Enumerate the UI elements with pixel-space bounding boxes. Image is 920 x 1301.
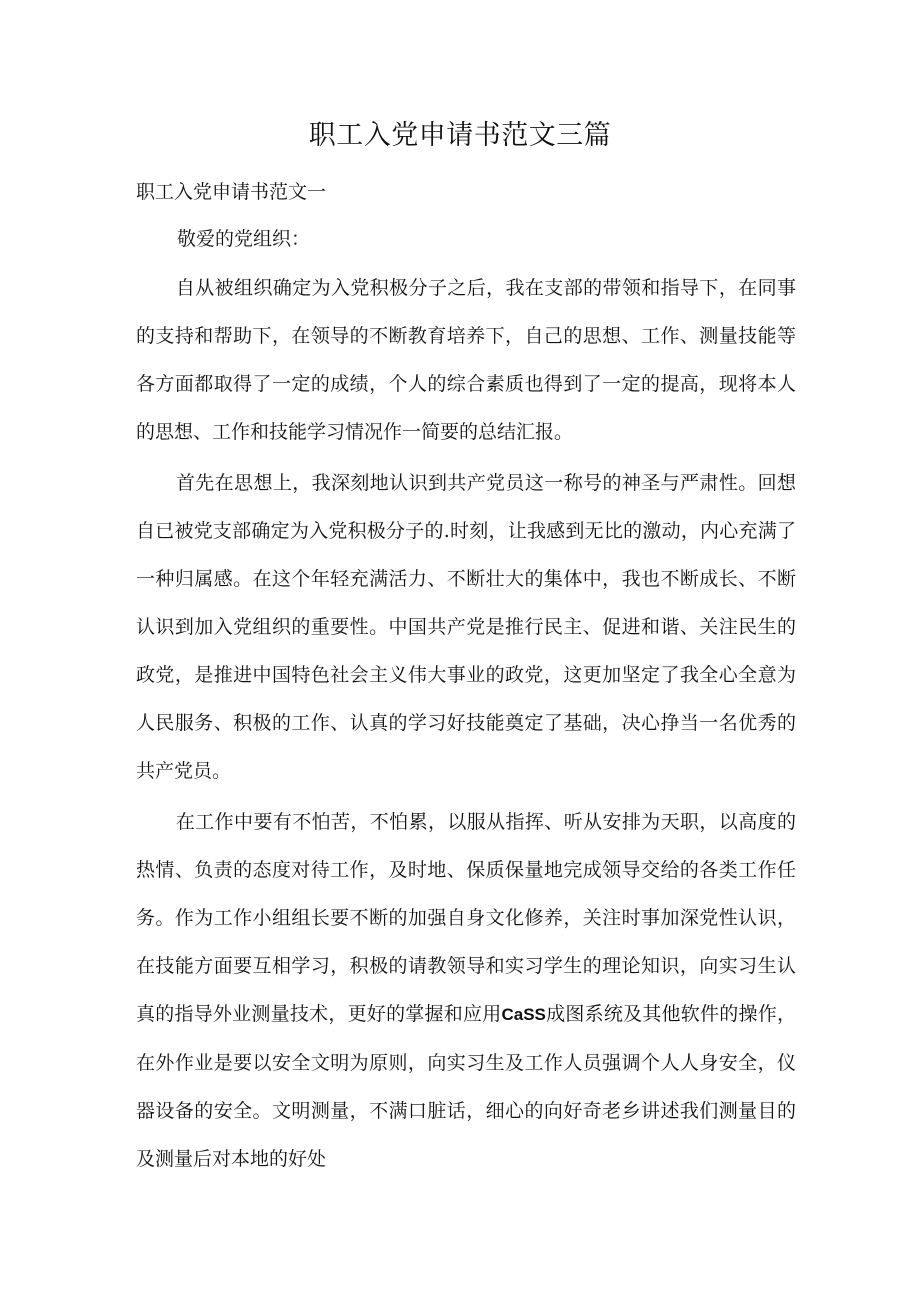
body-text [136, 264, 796, 1183]
paragraph-3-text-a: 在工作中要有不怕苦，不怕累，以服从指挥、听从安排为天职，以高度的热情、负责的态度对待工作，及时地、保质保量地完成领导交给的各类工作任务。作为工作小组组长要不断的加强自身文化修养，关注时事加深党性认识，在技能方面要互相学习，积极的请教领导和实习学生的理论知识，向实习生认真的指导外业测量技术，更好的掌握和应用 [136, 811, 796, 1025]
paragraph-1: 自从被组织确定为入党积极分子之后，我在支部的带领和指导下，在同事的支持和帮助下，在领导的不断教育培养下，自己的思想、工作、测量技能等各方面都取得了一定的成绩，个人的综合素质也得到了一定的提高，现将本人的思想、工作和技能学习情况作一简要的总结汇报。 [136, 277, 796, 443]
document-title: 职工入党申请书范文三篇 [308, 120, 612, 151]
salutation: 敬爱的党组织： [177, 228, 311, 250]
paragraph-3 [136, 798, 796, 1183]
software-name: CaSS [501, 1005, 546, 1024]
document-subtitle: 职工入党申请书范文一 [136, 181, 327, 203]
paragraph-3-text-b: 成图系统及其他软件的操作，在外作业是要以安全文明为原则，向实习生及工作人员强调个人人身安全，仪器设备的安全。文明测量，不满口脏话，细心的向好奇老乡讲述我们测量目的及测量后对本地的好处 [136, 1003, 796, 1170]
paragraph-2: 首先在思想上，我深刻地认识到共产党员这一称号的神圣与严肃性。回想自已被党支部确定为入党积极分子的.时刻，让我感到无比的激动，内心充满了一种归属感。在这个年轻充满活力、不断壮大的集体中，我也不断成长、不断认识到加入党组织的重要性。中国共产党是推行民主、促进和谐、关注民生的政党，是推进中国特色社会主义伟大事业的政党，这更加坚定了我全心全意为人民服务、积极的工作、认真的学习好技能奠定了基础，决心挣当一名优秀的共产党员。 [136, 472, 796, 782]
